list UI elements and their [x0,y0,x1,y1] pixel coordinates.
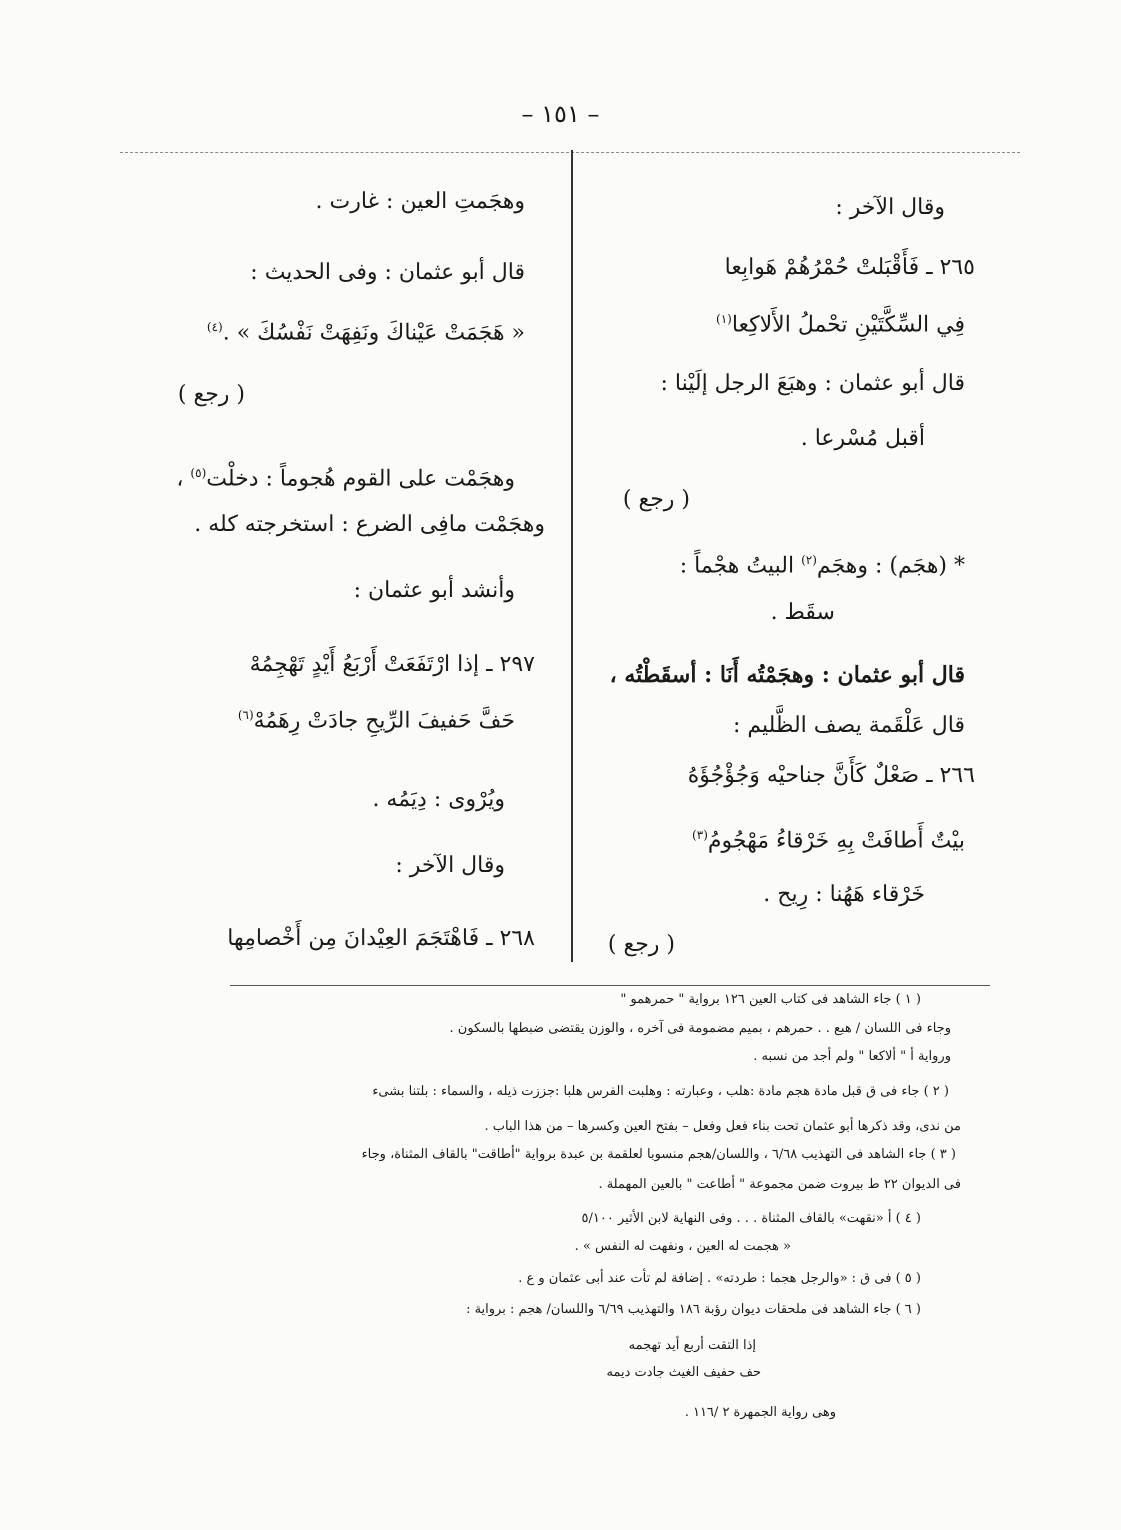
text-line: أقبل مُسْرعا . [800,426,925,451]
footnote-marker: (٣) [692,828,708,842]
footnote-6: ( ٦ ) جاء الشاهد فى ملحقات ديوان رؤبة ١٨٦ والتهذيب ٦/٦٩ واللسان/ هجم : برواية : [466,1302,921,1317]
section-marker: ( رجع ) [607,932,675,957]
footnote-line: وهى رواية الجمهرة ٢ /١١٦ . [684,1405,836,1420]
footnote-marker: (٤) [206,320,223,334]
text-line: وأنشد أبو عثمان : [353,578,515,603]
column-divider [571,150,573,962]
verse-line: بيْتٌ أَطافَتْ بِهِ خَرْقاءُ مَهْجُومُ$^{(٣)}$ [692,828,965,854]
section-marker: ( رجع ) [177,382,245,407]
footnote-line: وجاء فى اللسان / هبع . . حمرهم ، بميم مضمومة فى آخره ، والوزن يقتضى ضبطها بالسكون . [449,1021,951,1036]
footnote-marker: (١) [716,312,732,326]
footnote-line: ورواية أ " ألاكعا " ولم أجد من نسبه . [753,1049,951,1064]
entry-heading: * (هجَم) : وهجَم$^{(٢)}$ البيتُ هجْماً : [679,553,965,579]
footnote-rule [230,985,990,986]
footnote-verse: حف حفيف الغيث جادت ديمه [606,1365,761,1380]
text-line: قال أبو عثمان : وهجَمْتُه أَنَا : أسقَطْتُه ، [609,662,965,688]
verse-line: حَفَّ حَفيفَ الرِّيحِ جادَتْ رِهَمُهْ$^{(٦)}$ [237,708,515,734]
footnote-marker: (٦) [237,708,254,722]
verse-line: ٢٦٦ ـ صَعْلٌ كَأَنَّ جناحيْه وَجُؤْجُؤَهُ [687,763,975,788]
text-line: قال عَلْقَمة يصف الظَّليم : [732,713,965,738]
footnote-1: ( ١ ) جاء الشاهد فى كتاب العين ١٢٦ برواية " حمرهمو " [620,992,921,1007]
footnote-line: « هجمت له العين ، ونفهت له النفس » . [574,1239,791,1254]
footnote-line: فى الديوان ٢٢ ط بيروت ضمن مجموعة " أطاعت " بالعين المهملة . [598,1177,961,1192]
verse-line: ٢٦٥ ـ فَأَقْبَلتْ حُمْرُهُمْ هَوابِعا [724,255,975,280]
footnote-2: ( ٢ ) جاء فى ق قبل مادة هجم مادة :هلب ، وعبارته : وهلبت الفرس هلبا :جززت ذيله ، والسماء : بلتنا بشىء [372,1084,949,1099]
text-line: سقَط . [770,600,835,625]
page-number: – ١٥١ – [521,100,600,128]
footnote-marker: (٢) [801,553,817,567]
text-line: وهجَمتِ العين : غارت . [315,189,525,214]
text-line: خَرْقاء هَهُنا : رِيح . [763,882,925,907]
verse-line: ٢٦٨ ـ فَاهْتَجَمَ العِيْدانَ مِن أَخْصامِها [227,926,535,951]
header-rule [120,152,1020,153]
text-line: وقال الآخر : [835,195,945,220]
text-line: ويُرْوى : دِيَمُه . [372,787,505,812]
text-line: وقال الآخر : [395,853,505,878]
footnote-marker: (٥) [190,466,207,480]
verse-line: ٢٩٧ ـ إذا ارْتَفَعَتْ أَرْبَعُ أَيْدٍ تَهْجِمُهْ [249,652,535,677]
section-marker: ( رجع ) [622,487,690,512]
text-line: قال أبو عثمان : وفى الحديث : [250,260,525,285]
text-line: وهجَمْت مافِى الضرع : استخرجته كله . [194,512,545,537]
verse-line: فِي السِّكَّتَيْنِ تحْملُ الأَلاكِعا$^{(١)}$ [716,312,965,338]
quote-line: « هَجَمَتْ عَيْناكَ ونَفِهَتْ نَفْسُكَ » .$^{(٤)}$ [206,320,525,346]
footnote-4: ( ٤ ) أ «نقهت» بالقاف المثناة . . . وفى النهاية لابن الأثير ٥/١٠٠ [581,1211,921,1226]
text-line: قال أبو عثمان : وهبَعَ الرجل إلَيْنا : [660,371,965,396]
text-line: وهجَمْت على القوم هُجوماً : دخلْت$^{(٥)}$ ، [176,466,515,492]
footnote-line: من ندى، وقد ذكرها أبو عثمان تحت بناء فعل وفعل – بفتح العين وكسرها – من هذا الباب . [484,1119,961,1134]
footnote-verse: إذا التقت أربع أيد تهجمه [628,1338,756,1353]
footnote-5: ( ٥ ) فى ق : «والرجل هجما : طردته» . إضافة لم تأت عند أبى عثمان و ع . [518,1271,921,1286]
footnote-3: ( ٣ ) جاء الشاهد فى التهذيب ٦/٦٨ ، واللسان/هجم منسوبا لعلقمة بن عبدة برواية "أطاقت" بالقاف المثناة، وجاء [361,1147,956,1162]
